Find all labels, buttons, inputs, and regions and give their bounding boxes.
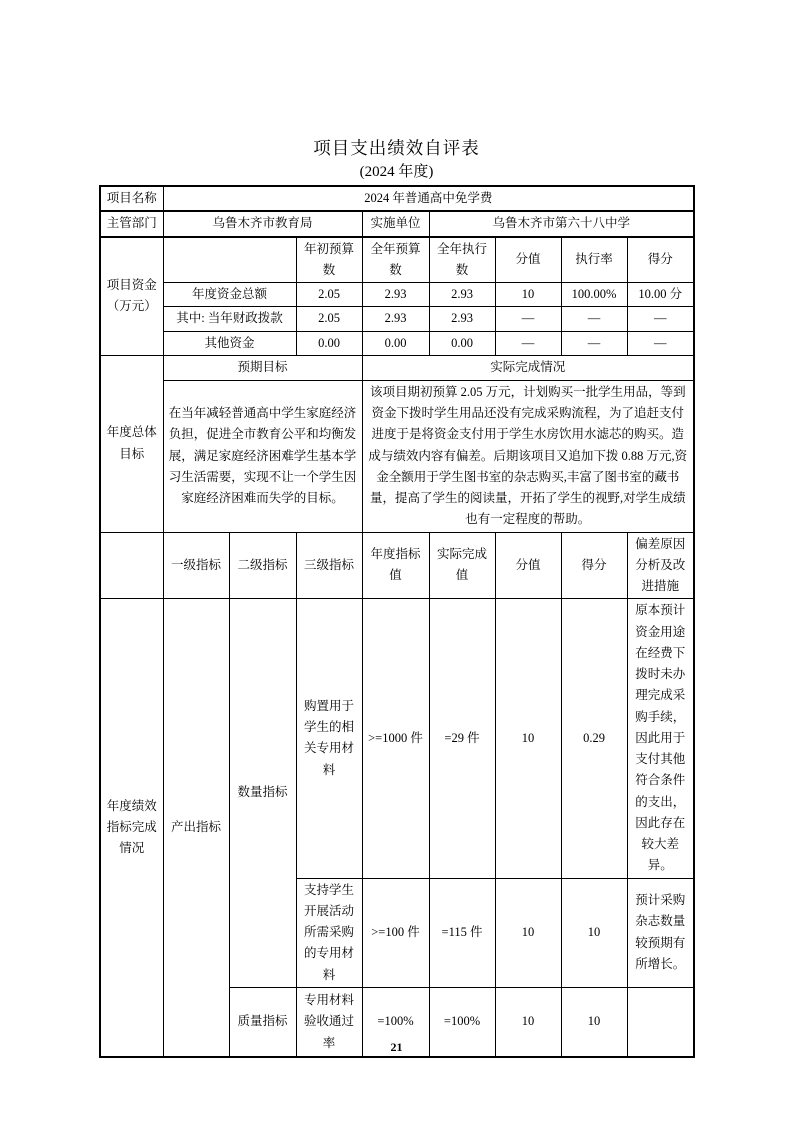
funds-cell: 10.00 分 bbox=[627, 283, 694, 307]
indicator-col-header-target: 年度指标值 bbox=[362, 532, 429, 599]
funds-cell: — bbox=[561, 331, 627, 355]
funds-cell: 0.00 bbox=[362, 331, 429, 355]
funds-cell: — bbox=[495, 331, 561, 355]
funds-cell: 2.93 bbox=[362, 307, 429, 331]
funds-row-fiscal bbox=[100, 307, 694, 331]
funds-row-label: 年度资金总额 bbox=[163, 283, 296, 307]
indicator-level3: 支持学生开展活动所需采购的专用材料 bbox=[296, 878, 362, 987]
goal-expected-header: 预期目标 bbox=[163, 355, 362, 380]
indicator-level2-quantity: 数量指标 bbox=[229, 599, 296, 988]
indicator-level3: 购置用于学生的相关专用材料 bbox=[296, 599, 362, 878]
funds-col-header-execution-rate: 执行率 bbox=[561, 237, 627, 283]
funds-label-line2: （万元） bbox=[106, 299, 157, 314]
funds-row-label: 其他资金 bbox=[163, 331, 296, 355]
funds-col-header-annual-budget: 全年预算数 bbox=[362, 237, 429, 283]
indicator-actual-value: =100% bbox=[429, 987, 495, 1057]
page-title: 项目支出绩效自评表 bbox=[313, 138, 480, 158]
impl-label: 实施单位 bbox=[362, 211, 429, 236]
funds-label-line1: 项目资金 bbox=[106, 277, 157, 292]
self-evaluation-table bbox=[99, 185, 695, 1058]
dept-label: 主管部门 bbox=[100, 211, 163, 236]
indicator-row-quantity-1 bbox=[100, 599, 694, 878]
funds-cell: 10 bbox=[495, 283, 561, 307]
indicator-score: 10 bbox=[561, 878, 627, 987]
indicator-level3: 专用材料验收通过率 bbox=[296, 987, 362, 1057]
funds-col-header-initial-budget: 年初预算数 bbox=[296, 237, 362, 283]
funds-cell: — bbox=[561, 307, 627, 331]
funds-cell: 2.93 bbox=[429, 307, 495, 331]
indicator-col-header-deviation: 偏差原因分析及改进措施 bbox=[627, 532, 694, 599]
goal-actual-text: 该项目期初预算 2.05 万元，计划购买一批学生用品，等到资金下拨时学生用品还没有完成采购流程，为了追赶支付进度于是将资金支付用于学生水房饮用水滤芯的购买。造成与绩效内容有偏差。后期该项目又追加下拨 0.88 万元,资金全额用于学生图书室的杂志购买,丰富了图书室的藏书量，提高了学生的阅读量，开拓了学生的视野,对学生成绩也有一定程度的帮助。 bbox=[362, 380, 694, 532]
indicator-col-header-weight: 分值 bbox=[495, 532, 561, 599]
indicator-score: 10 bbox=[561, 987, 627, 1057]
indicator-col-header-level3: 三级指标 bbox=[296, 532, 362, 599]
indicator-actual-value: =29 件 bbox=[429, 599, 495, 878]
page-number: 21 bbox=[390, 1040, 403, 1054]
funds-blank-cell bbox=[163, 237, 296, 283]
indicator-col-header-score: 得分 bbox=[561, 532, 627, 599]
indicator-deviation: 原本预计资金用途在经费下拨时未办理完成采购手续，因此用于支付其他符合条件的支出，因此存在较大差异。 bbox=[627, 599, 694, 878]
funds-cell: 2.05 bbox=[296, 307, 362, 331]
indicator-target-value: >=100 件 bbox=[362, 878, 429, 987]
indicator-section-label: 年度绩效指标完成情况 bbox=[100, 599, 163, 1058]
indicator-col-header-actual: 实际完成值 bbox=[429, 532, 495, 599]
funds-row-label: 其中: 当年财政拨款 bbox=[163, 307, 296, 331]
page-subtitle: (2024 年度) bbox=[359, 164, 434, 180]
indicator-score: 0.29 bbox=[561, 599, 627, 878]
goal-actual-header: 实际完成情况 bbox=[362, 355, 694, 380]
indicator-level2-quality: 质量指标 bbox=[229, 987, 296, 1057]
indicator-weight: 10 bbox=[495, 599, 561, 878]
funds-cell: — bbox=[627, 331, 694, 355]
funds-row-other bbox=[100, 331, 694, 355]
indicator-weight: 10 bbox=[495, 878, 561, 987]
indicator-target-value: =100% bbox=[362, 987, 429, 1057]
funds-cell: 2.93 bbox=[362, 283, 429, 307]
indicator-level1-output: 产出指标 bbox=[163, 599, 229, 1058]
indicator-actual-value: =115 件 bbox=[429, 878, 495, 987]
indicator-target-value: >=1000 件 bbox=[362, 599, 429, 878]
funds-cell: 100.00% bbox=[561, 283, 627, 307]
dept-value: 乌鲁木齐市教育局 bbox=[163, 211, 362, 236]
project-name-label: 项目名称 bbox=[100, 186, 163, 211]
funds-cell: 0.00 bbox=[296, 331, 362, 355]
funds-section-label bbox=[100, 237, 163, 356]
funds-cell: — bbox=[627, 307, 694, 331]
indicator-col-header-level1: 一级指标 bbox=[163, 532, 229, 599]
funds-cell: 2.93 bbox=[429, 283, 495, 307]
project-name-value: 2024 年普通高中免学费 bbox=[163, 186, 694, 211]
indicator-weight: 10 bbox=[495, 987, 561, 1057]
indicator-blank-cell bbox=[100, 532, 163, 599]
funds-col-header-score: 得分 bbox=[627, 237, 694, 283]
goal-section-label: 年度总体目标 bbox=[100, 355, 163, 532]
funds-cell: 2.05 bbox=[296, 283, 362, 307]
funds-col-header-score-weight: 分值 bbox=[495, 237, 561, 283]
funds-col-header-annual-execution: 全年执行数 bbox=[429, 237, 495, 283]
goal-expected-text: 在当年减轻普通高中学生家庭经济负担，促进全市教育公平和均衡发展，满足家庭经济困难学生基本学习生活需要，实现不让一个学生因家庭经济困难而失学的目标。 bbox=[163, 380, 362, 532]
funds-cell: 0.00 bbox=[429, 331, 495, 355]
indicator-col-header-level2: 二级指标 bbox=[229, 532, 296, 599]
impl-value: 乌鲁木齐市第六十八中学 bbox=[429, 211, 694, 236]
indicator-deviation: 预计采购杂志数量较预期有所增长。 bbox=[627, 878, 694, 987]
funds-cell: — bbox=[495, 307, 561, 331]
funds-row-total bbox=[100, 283, 694, 307]
